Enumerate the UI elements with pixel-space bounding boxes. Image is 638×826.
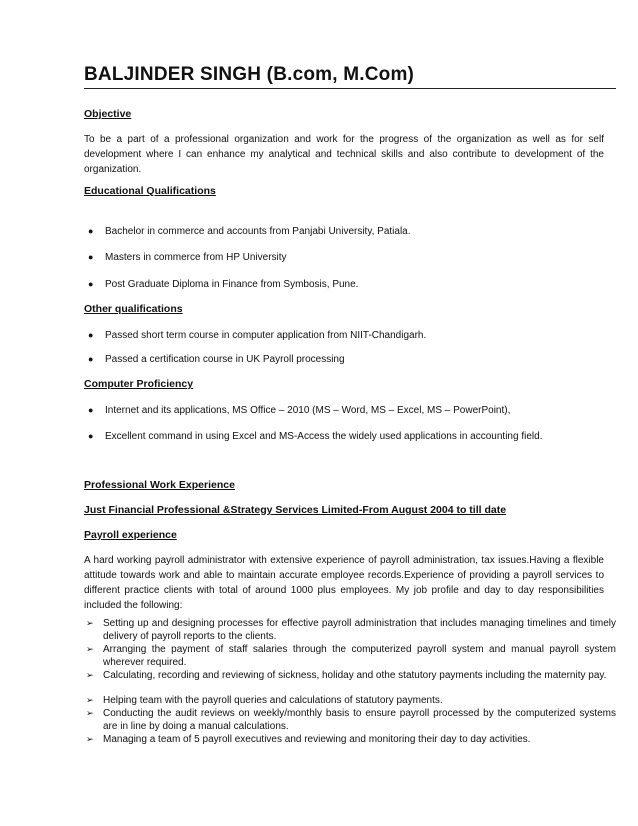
list-item: ● Passed short term course in computer application from NIIT-Chandigarh. — [88, 330, 427, 341]
list-item: ● Masters in commerce from HP University — [88, 252, 287, 263]
header-divider — [84, 88, 616, 89]
other-qualifications-heading: Other qualifications — [84, 303, 183, 315]
objective-heading: Objective — [84, 108, 132, 120]
list-item: ● Internet and its applications, MS Office – 2010 (MS – Word, MS – Excel, MS – PowerPoint), — [88, 405, 511, 416]
arrowhead-bullet-icon: ➢ — [86, 644, 94, 654]
arrowhead-bullet-icon: ➢ — [86, 695, 94, 705]
bullet-dot-icon: ● — [88, 431, 94, 441]
list-item: ● Bachelor in commerce and accounts from Panjabi University, Patiala. — [88, 226, 411, 237]
computer-proficiency-heading: Computer Proficiency — [84, 378, 194, 390]
resume-page: BALJINDER SINGH (B.com, M.Com) Objective To be a part of a professional organization and work for the progress of the organization as well as for self development where I can enhance my analytical and technical skills and also contribute to development of the organization. Educational Qualifications ● Bachelor in commerce and accounts from Panjabi University, Patiala. ● Masters in commerce from HP University ● Post Graduate Diploma in Finance from Symbosis, Pune. Other qualifications ● Passed short term course in computer application from NIIT-Chandigarh. ● Passed a certification course in UK Payroll processing Computer Proficiency ● Internet and its applications, MS Office – 2010 (MS – Word, MS – Excel, MS – PowerPoint), ● Excellent command in using Excel and MS-Access the widely used applications in accounting field. Professional Work Experience Just Financial Professional &Strategy Services Limited-From August 2004 to till date Payroll experience A hard working payroll administrator with extensive experience of payroll administration, tax issues.Having a flexible attitude towards work and able to maintain accurate employee records.Experience of providing a payroll services to different practice clients with total of around 1000 plus employees. My job profile and day to day responsibilities included the following: ➢ Setting up and designing processes for effective payroll administration that includes managing timelines and timely delivery of payroll reports to the clients. ➢ Arranging the payment of staff salaries through the computerized payroll system and manual payroll system wherever required. ➢ Calculating, recording and reviewing of sickness, holiday and othe statutory payments including the maternity pay. ➢ Helping team with the payroll queries and calculations of statutory payments. ➢ Conducting the audit reviews on weekly/monthly basis to ensure payroll processed by the computerized systems are in line by doing a manual calculations. ➢ Managing a team of 5 payroll executives and reviewing and monitoring their day to day activities. — [84, 64, 616, 745]
list-item: ● Post Graduate Diploma in Finance from Symbosis, Pune. — [88, 279, 359, 290]
candidate-name: BALJINDER SINGH (B.com, M.Com) — [84, 64, 415, 85]
bullet-dot-icon: ● — [88, 226, 94, 236]
bullet-dot-icon: ● — [88, 354, 94, 364]
work-summary: A hard working payroll administrator with extensive experience of payroll administration, tax issues.Having a flexible attitude towards work and able to maintain accurate employee records.Experience of providing a payroll services to different practice clients with total of around 1000 plus employees. My job profile and day to day responsibilities included the following: — [84, 555, 604, 611]
company-heading: Just Financial Professional &Strategy Services Limited-From August 2004 to till date — [84, 504, 507, 516]
bullet-dot-icon: ● — [88, 252, 94, 262]
arrowhead-bullet-icon: ➢ — [86, 708, 94, 718]
bullet-dot-icon: ● — [88, 279, 94, 289]
arrowhead-bullet-icon: ➢ — [86, 734, 94, 744]
list-item: ● Passed a certification course in UK Payroll processing — [88, 354, 345, 365]
objective-text: To be a part of a professional organization and work for the progress of the organization as well as for self development where I can enhance my analytical and technical skills and also contribute to development of the organization. — [84, 134, 604, 175]
bullet-dot-icon: ● — [88, 330, 94, 340]
education-heading: Educational Qualifications — [84, 185, 216, 197]
arrowhead-bullet-icon: ➢ — [86, 670, 94, 680]
bullet-dot-icon: ● — [88, 405, 94, 415]
work-experience-heading: Professional Work Experience — [84, 479, 235, 491]
arrowhead-bullet-icon: ➢ — [86, 618, 94, 628]
list-item: ● Excellent command in using Excel and MS-Access the widely used applications in accounting field. — [88, 431, 543, 442]
role-heading: Payroll experience — [84, 529, 177, 541]
